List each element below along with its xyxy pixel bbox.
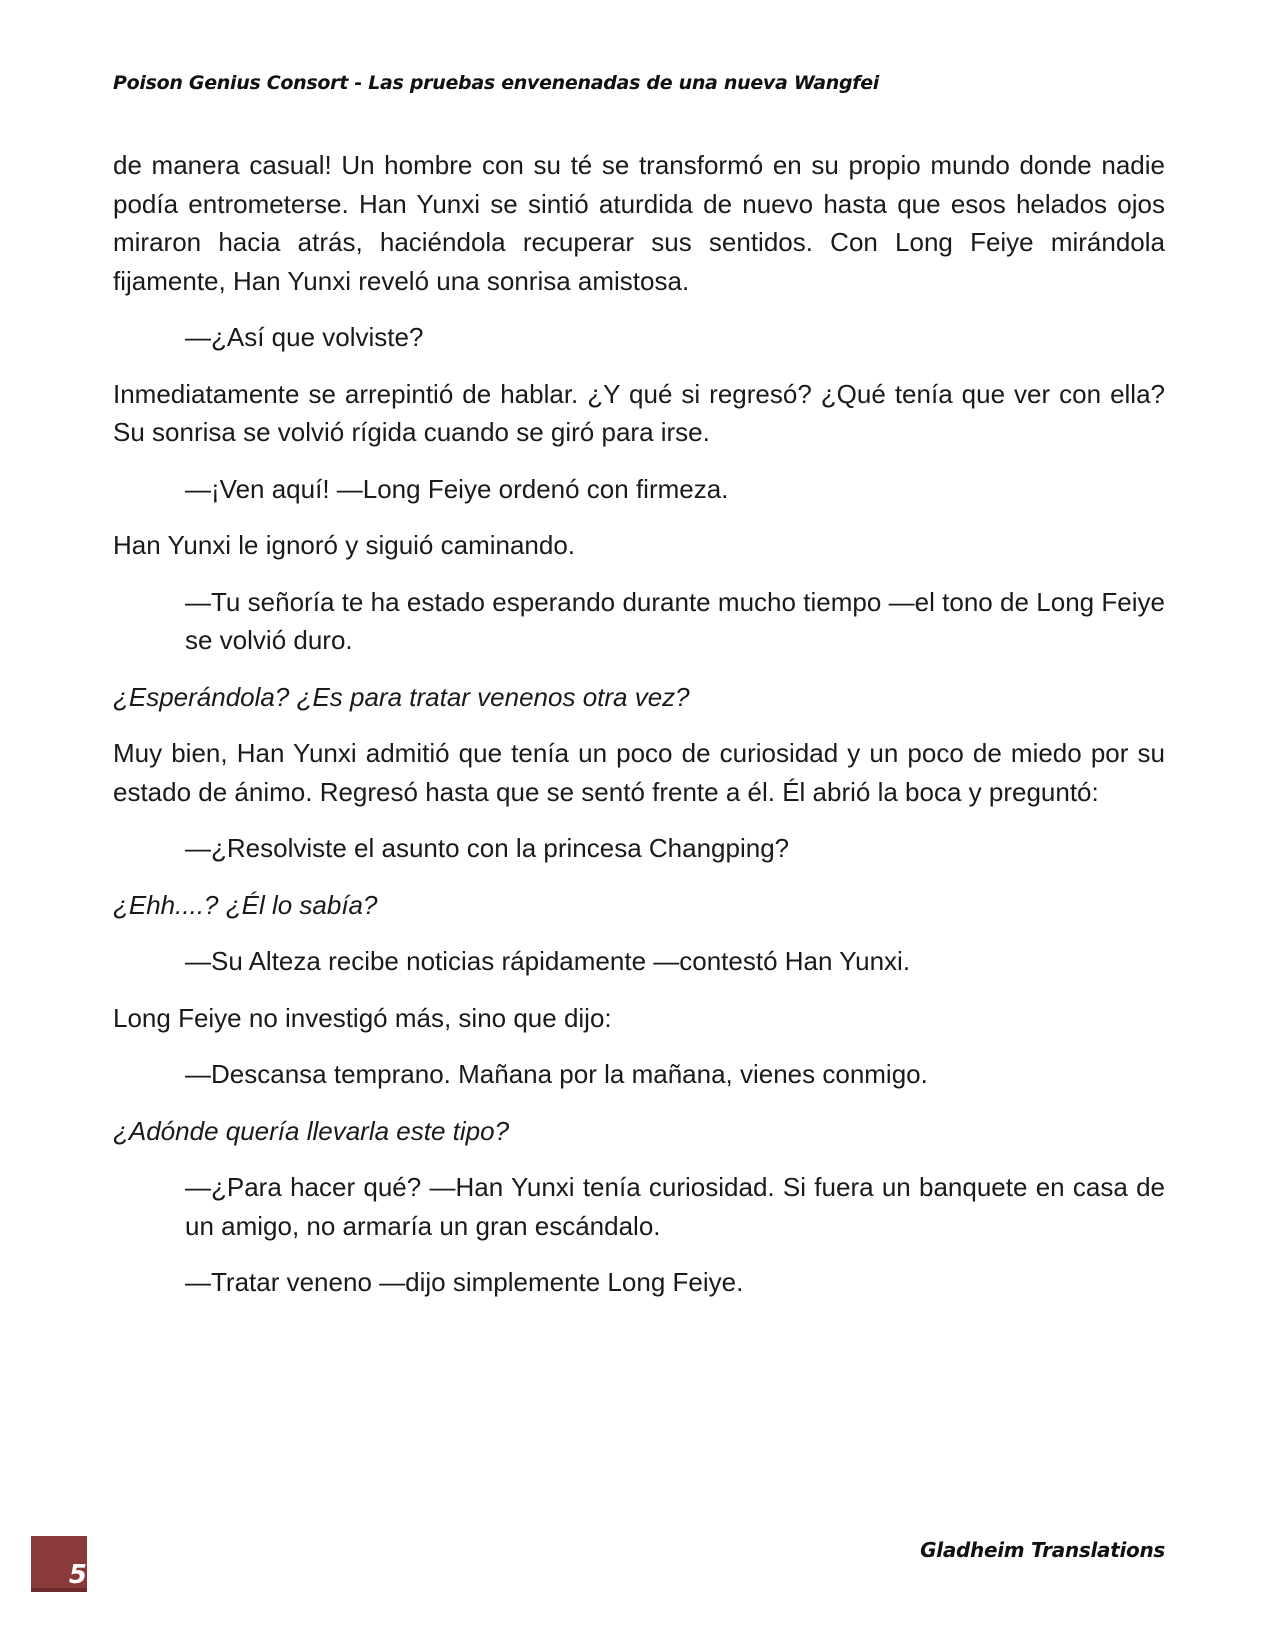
dialogue-line: —¿Resolviste el asunto con la princesa Changping?	[185, 833, 790, 863]
paragraph: Muy bien, Han Yunxi admitió que tenía un poco de curiosidad y un poco de miedo por su estado de ánimo. Regresó hasta que se sentó frente a él. Él abrió la boca y preguntó:	[113, 738, 1165, 807]
paragraph: Han Yunxi le ignoró y siguió caminando.	[113, 530, 576, 560]
paragraph: de manera casual! Un hombre con su té se transformó en su propio mundo donde nadie podía entrometerse. Han Yunxi se sintió aturdida de nuevo hasta que esos helados ojos miraron hacia atrás, haciéndola recuperar sus sentidos. Con Long Feiye mirándola fijamente, Han Yunxi reveló una sonrisa amistosa.	[113, 150, 1165, 296]
body-text	[113, 146, 1165, 1320]
paragraph: Inmediatamente se arrepintió de hablar. ¿Y qué si regresó? ¿Qué tenía que ver con ella? Su sonrisa se volvió rígida cuando se giró para irse.	[113, 378, 1165, 447]
dialogue-line: —¿Para hacer qué? —Han Yunxi tenía curiosidad. Si fuera un banquete en casa de un amigo, no armaría un gran escándalo.	[185, 1172, 1165, 1241]
paragraph: Long Feiye no investigó más, sino que dijo:	[113, 1002, 612, 1033]
dialogue-line: —Tu señoría te ha estado esperando durante mucho tiempo —el tono de Long Feiye se volvió duro.	[185, 586, 1165, 655]
footer-credit: Gladheim Translations	[920, 1538, 1165, 1562]
dialogue-line: —Descansa temprano. Mañana por la mañana, vienes conmigo.	[185, 1059, 928, 1089]
page-number: 5	[68, 1560, 87, 1590]
inner-thought: ¿Adónde quería llevarla este tipo?	[113, 1115, 510, 1146]
running-header: Poison Genius Consort - Las pruebas envenenadas de una nueva Wangfei	[113, 72, 880, 94]
inner-thought: ¿Ehh....? ¿Él lo sabía?	[113, 889, 378, 920]
dialogue-line: —Su Alteza recibe noticias rápidamente —contestó Han Yunxi.	[185, 946, 911, 976]
dialogue-line: —Tratar veneno —dijo simplemente Long Feiye.	[185, 1267, 744, 1297]
dialogue-line: —¿Así que volviste?	[185, 322, 424, 352]
inner-thought: ¿Esperándola? ¿Es para tratar venenos otra vez?	[113, 681, 690, 712]
dialogue-line: —¡Ven aquí! —Long Feiye ordenó con firmeza.	[185, 473, 729, 504]
page-number-box	[31, 1536, 87, 1592]
